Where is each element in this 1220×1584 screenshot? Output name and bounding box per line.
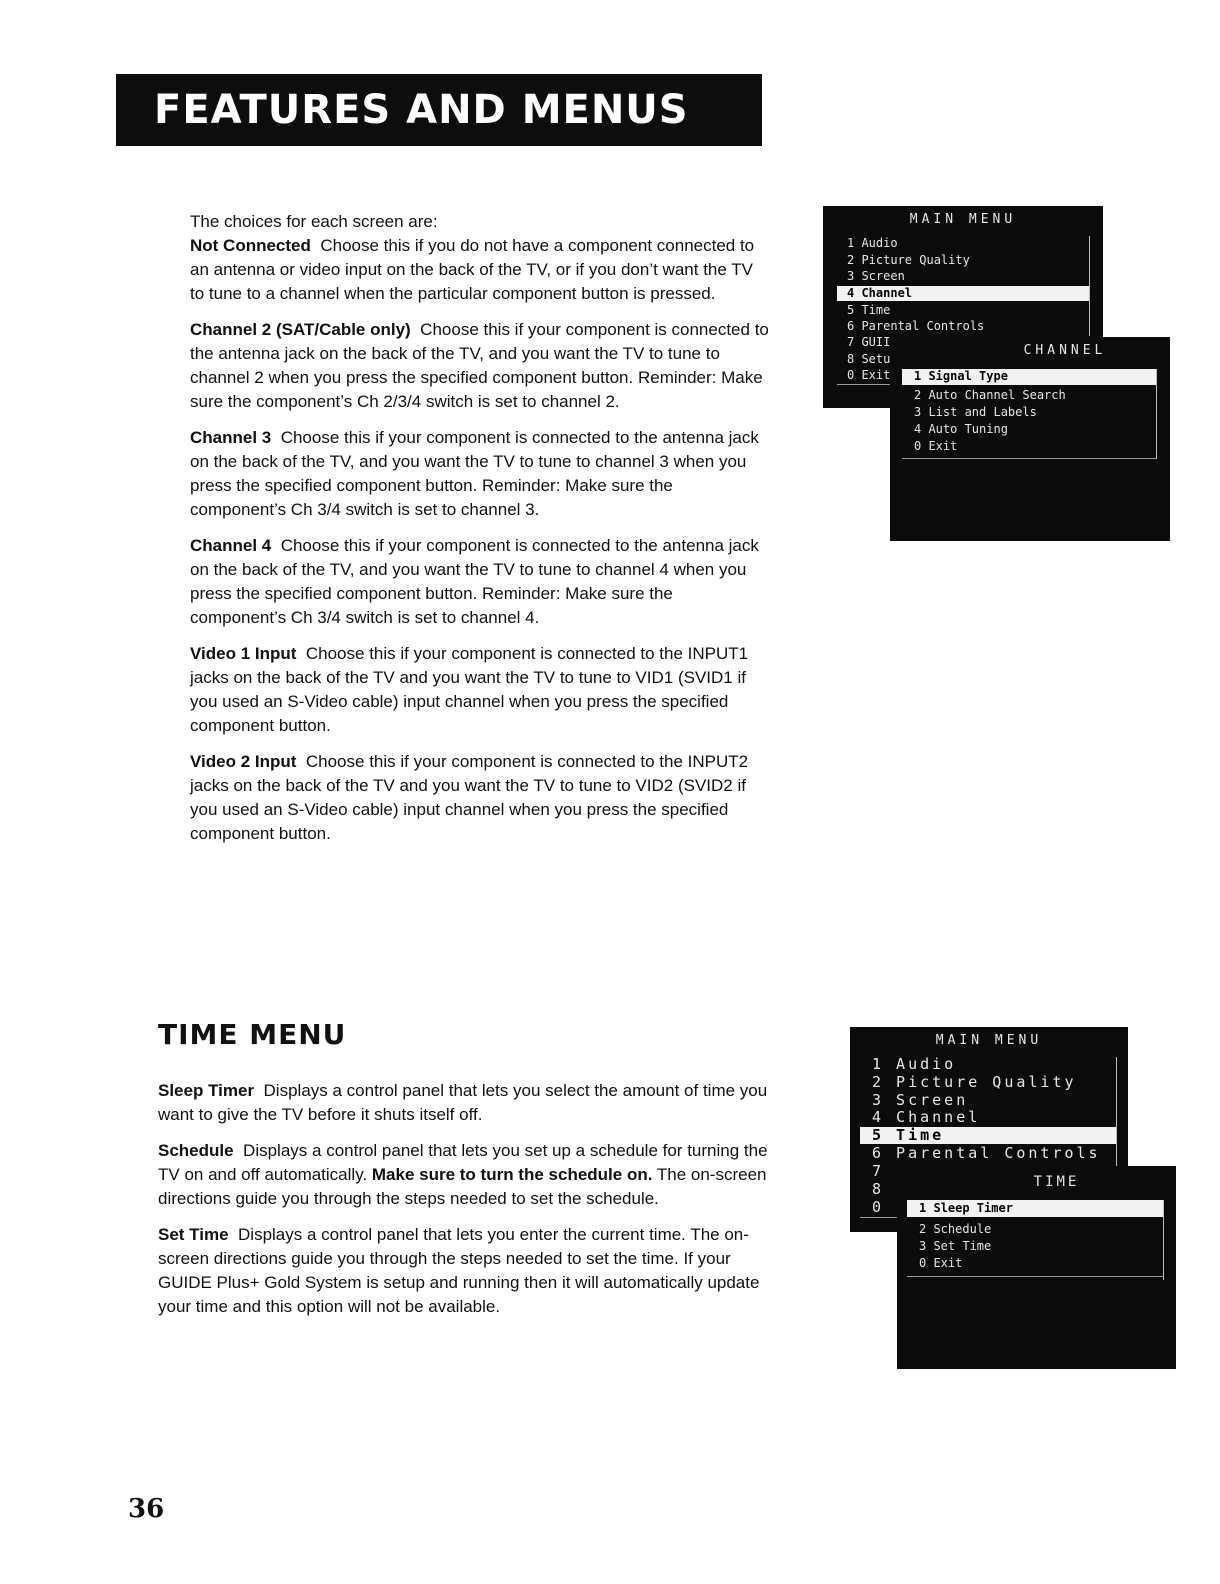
submenu-item: 2 Auto Channel Search: [914, 388, 1066, 402]
submenu-border: [1163, 1200, 1164, 1280]
main-menu-item-selected: 4 Channel: [847, 286, 913, 300]
main-menu-item: 1 Audio: [872, 1055, 957, 1073]
submenu-item: 3 Set Time: [919, 1239, 992, 1253]
option-term: Not Connected: [190, 236, 311, 255]
main-menu-item: 8: [872, 1180, 882, 1198]
menu-border: [1116, 1057, 1117, 1167]
option-description: The on-screen directions guide you through the steps needed to set the schedule.: [158, 1165, 767, 1208]
option-channel-4: [190, 534, 770, 630]
option-not-connected: [190, 234, 770, 306]
option-description: Displays a control panel that lets you enter the current time. The on-screen directions guide you through the steps needed to set the time. If your GUIDE Plus+ Gold System is setup and running then it will automatically update your time and this option will not be available.: [158, 1225, 760, 1316]
submenu-divider: [907, 1276, 1163, 1277]
page-banner: FEATURES AND MENUS: [116, 74, 762, 146]
submenu-item-selected: 1 Signal Type: [914, 369, 1008, 383]
menu-border: [1089, 236, 1090, 336]
option-emphasis: Make sure to turn the schedule on.: [371, 1165, 653, 1184]
option-description: Choose this if you do not have a component connected to an antenna or video input on the back of the TV, or if you don’t want the TV to tune to a channel when the particular component button is pressed.: [190, 236, 755, 303]
main-menu-item: 1 Audio: [847, 236, 898, 250]
page-number: 36: [128, 1494, 165, 1524]
submenu-border: [1156, 369, 1157, 459]
submenu-item: 4 Auto Tuning: [914, 422, 1008, 436]
option-term: Channel 4: [190, 536, 272, 555]
channel-submenu: [890, 337, 1170, 541]
submenu-item: 0 Exit: [919, 1256, 963, 1270]
time-menu-text: [158, 1079, 770, 1331]
option-description: Choose this if your component is connected to the antenna jack on the back of the TV, and you want the TV to tune to channel 2 when you press the specified component button. Reminder: Make sure the component’s Ch 2/3/4 switch is set to channel 2.: [190, 320, 769, 411]
main-menu-title: MAIN MENU: [909, 212, 1017, 227]
sleep-timer-description: [158, 1079, 770, 1127]
option-term: Set Time: [158, 1225, 229, 1244]
schedule-description: [158, 1139, 770, 1211]
option-channel-2: [190, 318, 770, 414]
main-menu-item: 7 GUII: [847, 335, 891, 349]
main-menu-item: 6 Parental Controls: [872, 1144, 1101, 1162]
set-time-description: [158, 1223, 770, 1319]
component-options-text: [190, 210, 770, 858]
main-menu-item: 2 Picture Quality: [847, 253, 970, 267]
main-menu-item: 3 Screen: [872, 1091, 969, 1109]
main-menu-item-selected: 5 Time: [872, 1126, 945, 1144]
option-channel-3: [190, 426, 770, 522]
main-menu-item: 8 Setu: [847, 352, 891, 366]
main-menu-item: 5 Time: [847, 303, 891, 317]
option-term: Channel 3: [190, 428, 272, 447]
option-description: Displays a control panel that lets you select the amount of time you want to give the TV before it shuts itself off.: [158, 1081, 768, 1124]
submenu-title: CHANNEL: [1023, 343, 1107, 358]
option-term: Sleep Timer: [158, 1081, 255, 1100]
main-menu-item: 3 Screen: [847, 269, 905, 283]
submenu-item: 2 Schedule: [919, 1222, 992, 1236]
option-term: Video 2 Input: [190, 752, 297, 771]
main-menu-item: 2 Picture Quality: [872, 1073, 1077, 1091]
submenu-title: TIME: [1033, 1174, 1080, 1190]
submenu-item: 3 List and Labels: [914, 405, 1037, 419]
submenu-item-selected: 1 Sleep Timer: [919, 1201, 1013, 1215]
main-menu-item: 0: [872, 1198, 882, 1216]
intro-line: The choices for each screen are:: [190, 212, 438, 231]
submenu-item: 0 Exit: [914, 439, 958, 453]
time-submenu: [897, 1166, 1176, 1369]
option-description: Choose this if your component is connected to the INPUT1 jacks on the back of the TV and you want the TV to tune to VID1 (SVID1 if you used an S-Video cable) input channel when you press the specified component button.: [190, 644, 749, 735]
option-description: Choose this if your component is connected to the antenna jack on the back of the TV, and you want the TV to tune to channel 3 when you press the specified component button. Reminder: Make sure the component’s Ch 3/4 switch is set to channel 3.: [190, 428, 759, 519]
time-menu-heading: TIME MENU: [158, 1018, 347, 1051]
option-term: Channel 2 (SAT/Cable only): [190, 320, 411, 339]
option-description: Displays a control panel that lets you set up a schedule for turning the TV on and off automatically.: [158, 1141, 768, 1184]
submenu-divider: [902, 458, 1156, 459]
option-term: Schedule: [158, 1141, 234, 1160]
main-menu-item: 6 Parental Controls: [847, 319, 985, 333]
main-menu-item: 4 Channel: [872, 1108, 981, 1126]
option-video-2: [190, 750, 770, 846]
main-menu-title: MAIN MENU: [935, 1033, 1043, 1048]
option-description: Choose this if your component is connected to the INPUT2 jacks on the back of the TV and you want the TV to tune to VID2 (SVID2 if you used an S-Video cable) input channel when you press the specified component button.: [190, 752, 749, 843]
main-menu-item: 7: [872, 1162, 882, 1180]
option-term: Video 1 Input: [190, 644, 297, 663]
main-menu-item: 0 Exit: [847, 368, 891, 382]
option-description: Choose this if your component is connected to the antenna jack on the back of the TV, and you want the TV to tune to channel 4 when you press the specified component button. Reminder: Make sure the component’s Ch 3/4 switch is set to channel 4.: [190, 536, 759, 627]
option-video-1: [190, 642, 770, 738]
menu-divider: [860, 1217, 900, 1218]
